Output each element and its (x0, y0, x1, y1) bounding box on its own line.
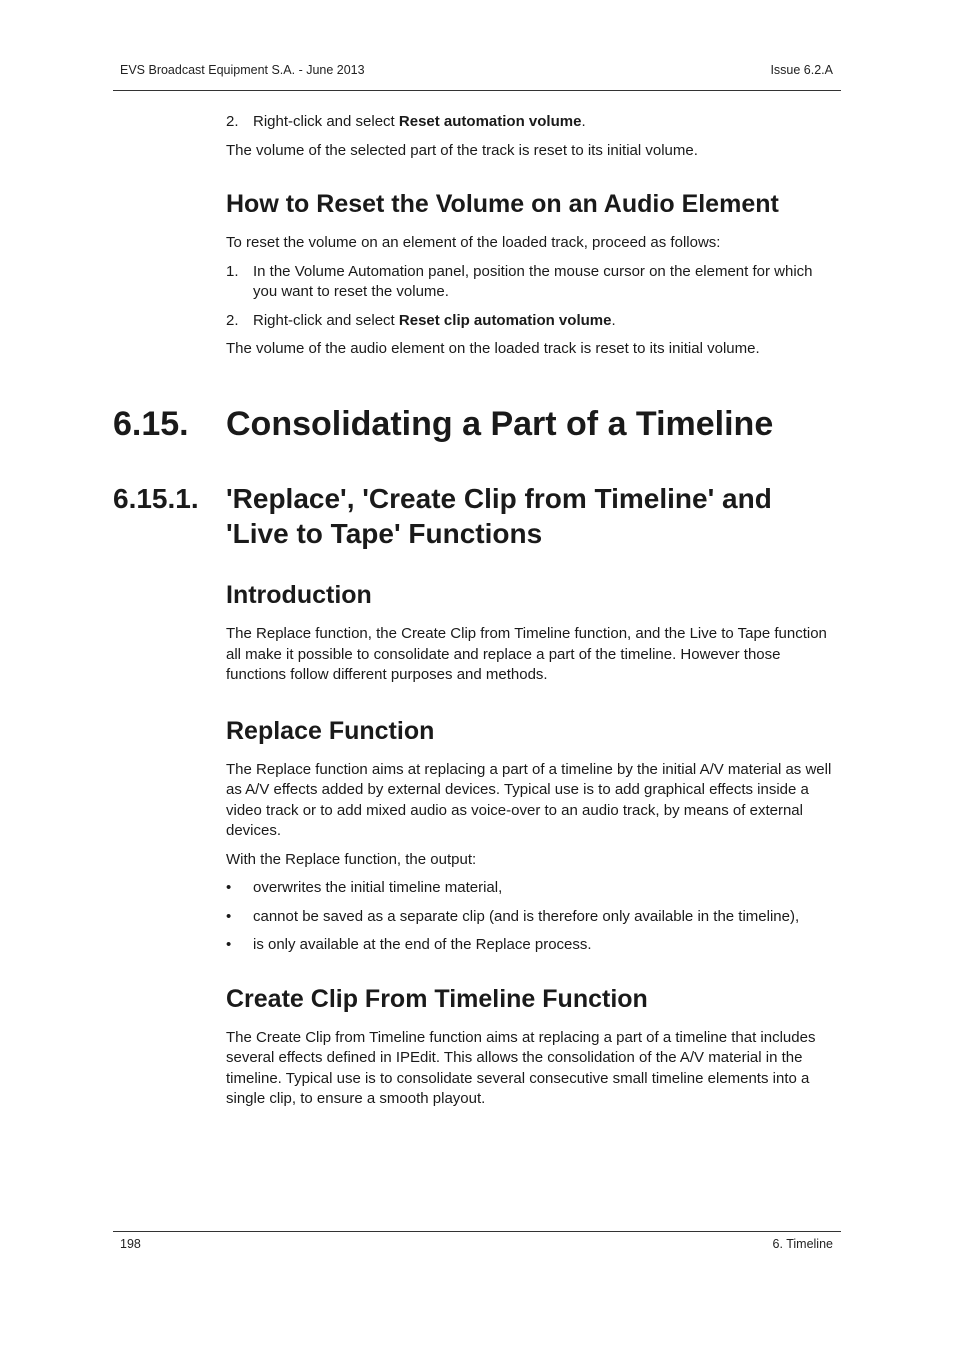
bullet-text: overwrites the initial timeline material, (253, 879, 503, 896)
intro-text: To reset the volume on an element of the loaded track, proceed as follows: (226, 234, 721, 251)
step-text: Right-click and select (253, 311, 399, 329)
introduction-text: The Replace function, the Create Clip from Timeline function, and the Live to Tape function all make it possible to consolidate and replace a part of the timeline. However those functions follow different purposes and methods. (226, 625, 827, 683)
header-left: EVS Broadcast Equipment S.A. - June 2013 (120, 63, 365, 77)
section-title: Consolidating a Part of a Timeline (226, 405, 774, 443)
create-clip-text: The Create Clip from Timeline function aims at replacing a part of a timeline that includes several effects defined in IPEdit. This allows the consolidation of the A/V material in the timeline. Typical use is to consolidate several consecutive small timeline elements into a single clip, to ensure a smooth playout. (226, 1028, 816, 1107)
list-number: 2. (226, 113, 239, 130)
page-header (113, 63, 841, 77)
replace-text: The Replace function aims at replacing a part of a timeline by the initial A/V material as well as A/V effects added by external devices. Typical use is to add graphical effects inside a video track or to add mixed audio as voice-over to an audio track, by means of external devices. (226, 760, 832, 839)
result-text: The volume of the selected part of the track is reset to its initial volume. (226, 141, 698, 159)
content-bottom (226, 580, 838, 1118)
heading-replace: Replace Function (226, 716, 435, 745)
step-punct: . (611, 311, 616, 329)
footer-section: 6. Timeline (772, 1237, 833, 1251)
list-number: 1. (226, 262, 239, 280)
bullet-marker: • (226, 936, 232, 953)
heading-introduction: Introduction (226, 581, 372, 609)
result-text: The volume of the audio element on the loaded track is reset to its initial volume. (226, 340, 760, 357)
bullet-marker: • (226, 907, 232, 925)
section-number: 6.15. (113, 405, 189, 443)
replace-output-intro: With the Replace function, the output: (226, 850, 477, 868)
heading-reset-element: How to Reset the Volume on an Audio Element (226, 190, 779, 218)
bullet-text: cannot be saved as a separate clip (and is therefore only available in the timeline), (253, 907, 800, 925)
bullet-marker: • (226, 879, 232, 896)
list-item (226, 112, 838, 133)
header-right: Issue 6.2.A (770, 63, 833, 77)
heading-create-clip: Create Clip From Timeline Function (226, 984, 648, 1013)
page-footer (113, 1237, 841, 1251)
step-punct: . (581, 113, 586, 130)
subsection-number: 6.15.1. (113, 483, 199, 514)
section-heading (113, 404, 773, 444)
step-text: Right-click and select (253, 113, 399, 130)
header-divider (113, 90, 841, 91)
subsection-heading (113, 481, 826, 551)
bullet-item (226, 935, 838, 956)
bullet-text: is only available at the end of the Replace process. (253, 936, 592, 953)
footer-divider (113, 1231, 841, 1232)
step-text: In the Volume Automation panel, position the mouse cursor on the element for which you want to reset the volume. (253, 262, 813, 300)
subsection-title: 'Replace', 'Create Clip from Timeline' and 'Live to Tape' Functions (226, 483, 772, 549)
page-number: 198 (120, 1237, 141, 1251)
menu-command: Reset clip automation volume (398, 311, 612, 329)
content-top (226, 112, 838, 368)
menu-command: Reset automation volume (398, 113, 582, 130)
list-item (226, 262, 838, 303)
list-number: 2. (226, 311, 239, 329)
bullet-item (226, 878, 838, 899)
list-item (226, 311, 838, 332)
bullet-item (226, 907, 838, 928)
